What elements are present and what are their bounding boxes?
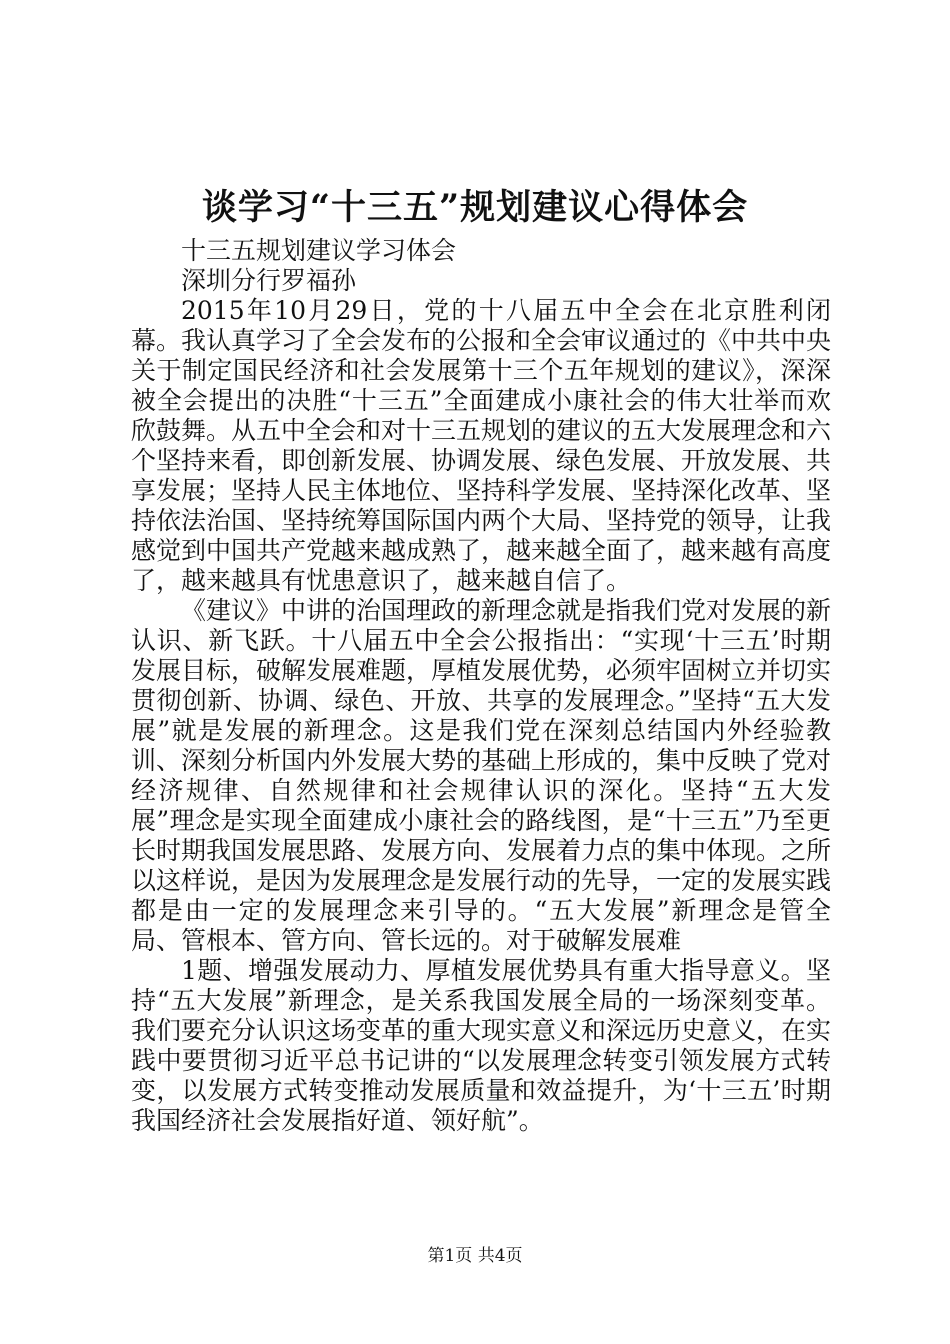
- paragraph-2: 《建议》中讲的治国理政的新理念就是指我们党对发展的新认识、新飞跃。十八届五中全会公报指出：“实现‘十三五’时期发展目标，破解发展难题，厚植发展优势，必须牢固树立并切实贯彻创新、协调、绿色、开放、共享的发展理念。”坚持“五大发展”就是发展的新理念。这是我们党在深刻总结国内外经验教训、深刻分析国内外发展大势的基础上形成的，集中反映了党对经济规律、自然规律和社会规律认识的深化。坚持“五大发展”理念是实现全面建成小康社会的路线图，是“十三五”乃至更长时期我国发展思路、发展方向、发展着力点的集中体现。之所以这样说，是因为发展理念是发展行动的先导，一定的发展实践都是由一定的发展理念来引导的。“五大发展”新理念是管全局、管根本、管方向、管长远的。对于破解发展难: [131, 596, 832, 955]
- paragraph-1: 2015年10月29日，党的十八届五中全会在北京胜利闭幕。我认真学习了全会发布的公报和全会审议通过的《中共中央关于制定国民经济和社会发展第十三个五年规划的建议》，深深被全会提出的决胜“十三五”全面建成小康社会的伟大壮举而欢欣鼓舞。从五中全会和对十三五规划的建议的五大发展理念和六个坚持来看，即创新发展、协调发展、绿色发展、开放发展、共享发展；坚持人民主体地位、坚持科学发展、坚持深化改革、坚持依法治国、坚持统筹国际国内两个大局、坚持党的领导，让我感觉到中国共产党越来越成熟了，越来越全面了，越来越有高度了，越来越具有忧患意识了，越来越自信了。: [131, 296, 832, 595]
- page-footer: 第1页 共4页: [427, 1246, 523, 1266]
- paragraph-author: 深圳分行罗福孙: [181, 266, 357, 295]
- paragraph-subtitle: 十三五规划建议学习体会: [181, 236, 457, 265]
- document-body: [131, 236, 831, 1136]
- paragraph-3: 1题、增强发展动力、厚植发展优势具有重大指导意义。坚持“五大发展”新理念，是关系我国发展全局的一场深刻变革。我们要充分认识这场变革的重大现实意义和深远历史意义，在实践中要贯彻习近平总书记讲的“以发展理念转变引领发展方式转变，以发展方式转变推动发展质量和效益提升，为‘十三五’时期我国经济社会发展指好道、领好航”。: [131, 956, 832, 1135]
- document-title: 谈学习“十三五”规划建议心得体会: [201, 187, 749, 228]
